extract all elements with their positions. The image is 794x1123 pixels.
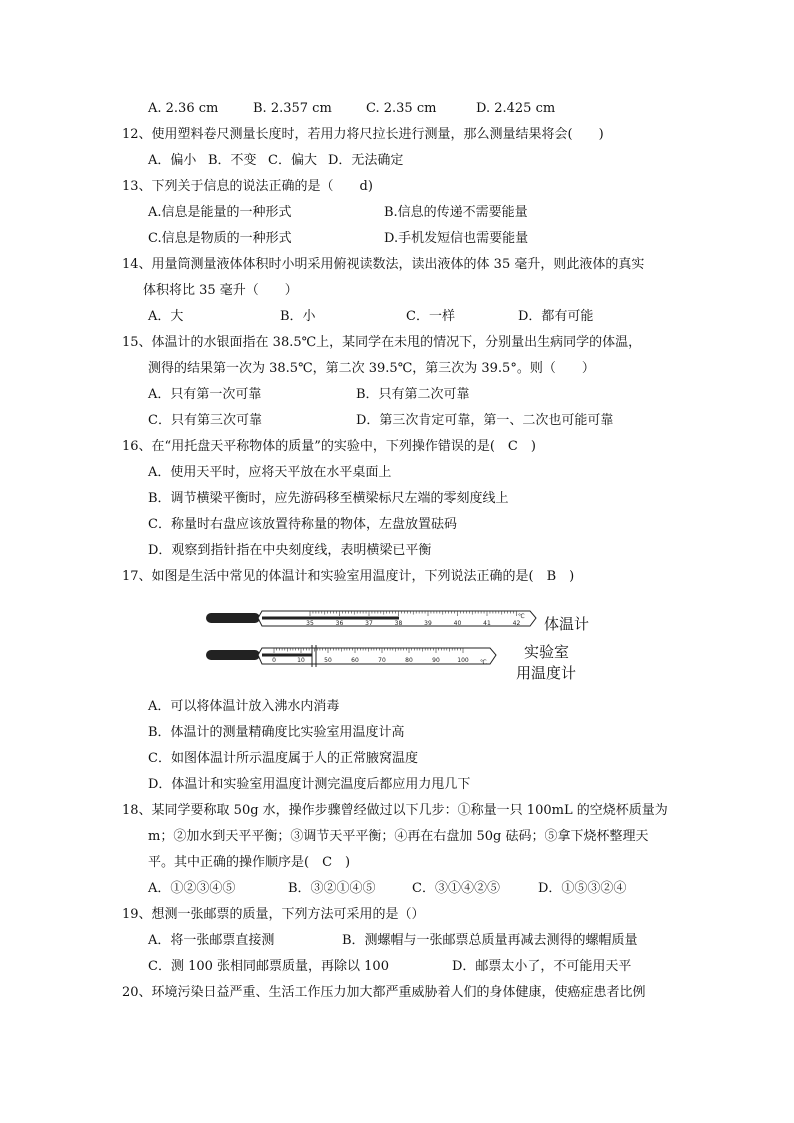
q14-option-c: C．一样 [406,309,455,324]
q14-option-a: A．大 [148,309,184,324]
q16-option-b: B．调节横梁平衡时，应先游码移至横梁标尺左端的零刻度线上 [148,491,509,506]
q12-option-d: D．无法确定 [328,153,404,168]
q13-option-b: B.信息的传递不需要能量 [384,205,528,220]
q15-stem: 15、体温计的水银面指在 38.5℃上，某同学在未甩的情况下，分别量出生病同学的体温， [122,335,642,350]
q12-option-b: B．不变 [208,153,257,168]
q15-option-d: D．第三次肯定可靠，第一、二次也可能可靠 [356,413,614,428]
label-clinical-thermometer: 体温计 [544,615,590,633]
q11-option-b: B. 2.357 cm [253,101,332,116]
scale-label: 10 [297,657,305,664]
q15-stem-cont: 测得的结果第一次为 38.5℃，第二次 39.5℃，第三次为 39.5°。则（ ） [148,361,595,376]
q13-option-d: D.手机发短信也需要能量 [384,231,529,246]
q18-option-b: B．③②①④⑤ [288,881,376,896]
q17-option-b: B．体温计的测量精确度比实验室用温度计高 [148,725,405,740]
thermometer-figure [200,600,600,682]
q14-stem-cont: 体积将比 35 毫升（ ） [143,283,298,298]
q18-stem: 18、某同学要称取 50g 水，操作步骤曾经做过以下几步：①称量一只 100mL 的空烧杯质量为 [122,803,668,818]
q11-option-a: A. 2.36 cm [148,101,219,116]
scale-label: 35 [306,620,314,627]
q19-stem: 19、想测一张邮票的质量，下列方法可采用的是（） [122,907,425,922]
scale-label: 50 [324,657,332,664]
q14-option-d: D．都有可能 [518,309,594,324]
q12-stem: 12、使用塑料卷尺测量长度时，若用力将尺拉长进行测量，那么测量结果将会( ) [122,127,604,142]
q11-option-c: C. 2.35 cm [366,101,437,116]
q16-option-d: D．观察到指针指在中央刻度线，表明横梁已平衡 [148,543,432,558]
scale-label: 38 [394,620,403,627]
q12-option-c: C．偏大 [268,153,317,168]
clinical-thermometer [206,611,536,627]
clinical-unit: ℃ [518,613,525,620]
q20-stem: 20、环境污染日益严重、生活工作压力加大都严重威胁着人们的身体健康，使癌症患者比例 [122,985,646,1000]
q19-option-c: C．测 100 张相同邮票质量，再除以 100 [148,959,389,974]
q19-option-d: D．邮票太小了，不可能用天平 [452,959,632,974]
q13-stem: 13、下列关于信息的说法正确的是（ d) [122,179,373,194]
scale-label: 60 [351,657,359,664]
q13-option-a: A.信息是能量的一种形式 [148,205,292,220]
q18-option-d: D．①⑤③②④ [538,881,627,896]
scale-label: 0 [272,657,276,664]
q16-option-a: A．使用天平时，应将天平放在水平桌面上 [148,465,392,480]
q18-stem-cont2: 平。其中正确的操作顺序是( C ) [148,855,351,870]
q17-option-c: C．如图体温计所示温度属于人的正常腋窝温度 [148,751,418,766]
q15-option-c: C．只有第三次可靠 [148,413,262,428]
lab-unit: ℃ [480,659,487,666]
scale-label: 41 [483,620,491,627]
label-lab-thermometer-2: 用温度计 [516,664,577,682]
q12-option-a: A．偏小 [148,153,197,168]
q14-option-b: B．小 [280,309,316,324]
q14-stem: 14、用量筒测量液体体积时小明采用俯视读数法，读出液体的体 35 毫升，则此液体的真实 [122,257,645,272]
q18-stem-cont1: m；②加水到天平平衡；③调节天平平衡；④再在右盘加 50g 砝码；⑤拿下烧杯整理天 [148,829,649,844]
scale-label: 100 [457,657,469,664]
q18-option-c: C．③①④②⑤ [412,881,500,896]
q17-option-d: D．体温计和实验室用温度计测完温度后都应用力甩几下 [148,777,471,792]
scale-label: 42 [512,620,521,627]
q18-option-a: A．①②③④⑤ [148,881,236,896]
q19-option-b: B．测螺帽与一张邮票总质量再减去测得的螺帽质量 [342,933,638,948]
lab-thermometer [206,645,496,667]
scale-label: 36 [335,620,344,627]
label-lab-thermometer-1: 实验室 [524,643,570,661]
q11-option-d: D. 2.425 cm [476,101,556,116]
q17-stem: 17、如图是生活中常见的体温计和实验室用温度计，下列说法正确的是( B ) [122,569,575,584]
q13-option-c: C.信息是物质的一种形式 [148,231,292,246]
q16-option-c: C．称量时右盘应该放置待称量的物体，左盘放置砝码 [148,517,457,532]
scale-label: 70 [378,657,386,664]
scale-label: 90 [432,657,440,664]
scale-label: 39 [424,620,432,627]
q17-option-a: A．可以将体温计放入沸水内消毒 [148,699,340,714]
scale-label: 40 [453,620,462,627]
scale-label: 80 [405,657,413,664]
q16-stem: 16、在“用托盘天平称物体的质量”的实验中，下列操作错误的是( C ) [122,439,536,454]
q15-option-b: B．只有第二次可靠 [356,387,470,402]
q19-option-a: A．将一张邮票直接测 [148,933,275,948]
scale-label: 37 [365,620,373,627]
q15-option-a: A．只有第一次可靠 [148,387,262,402]
